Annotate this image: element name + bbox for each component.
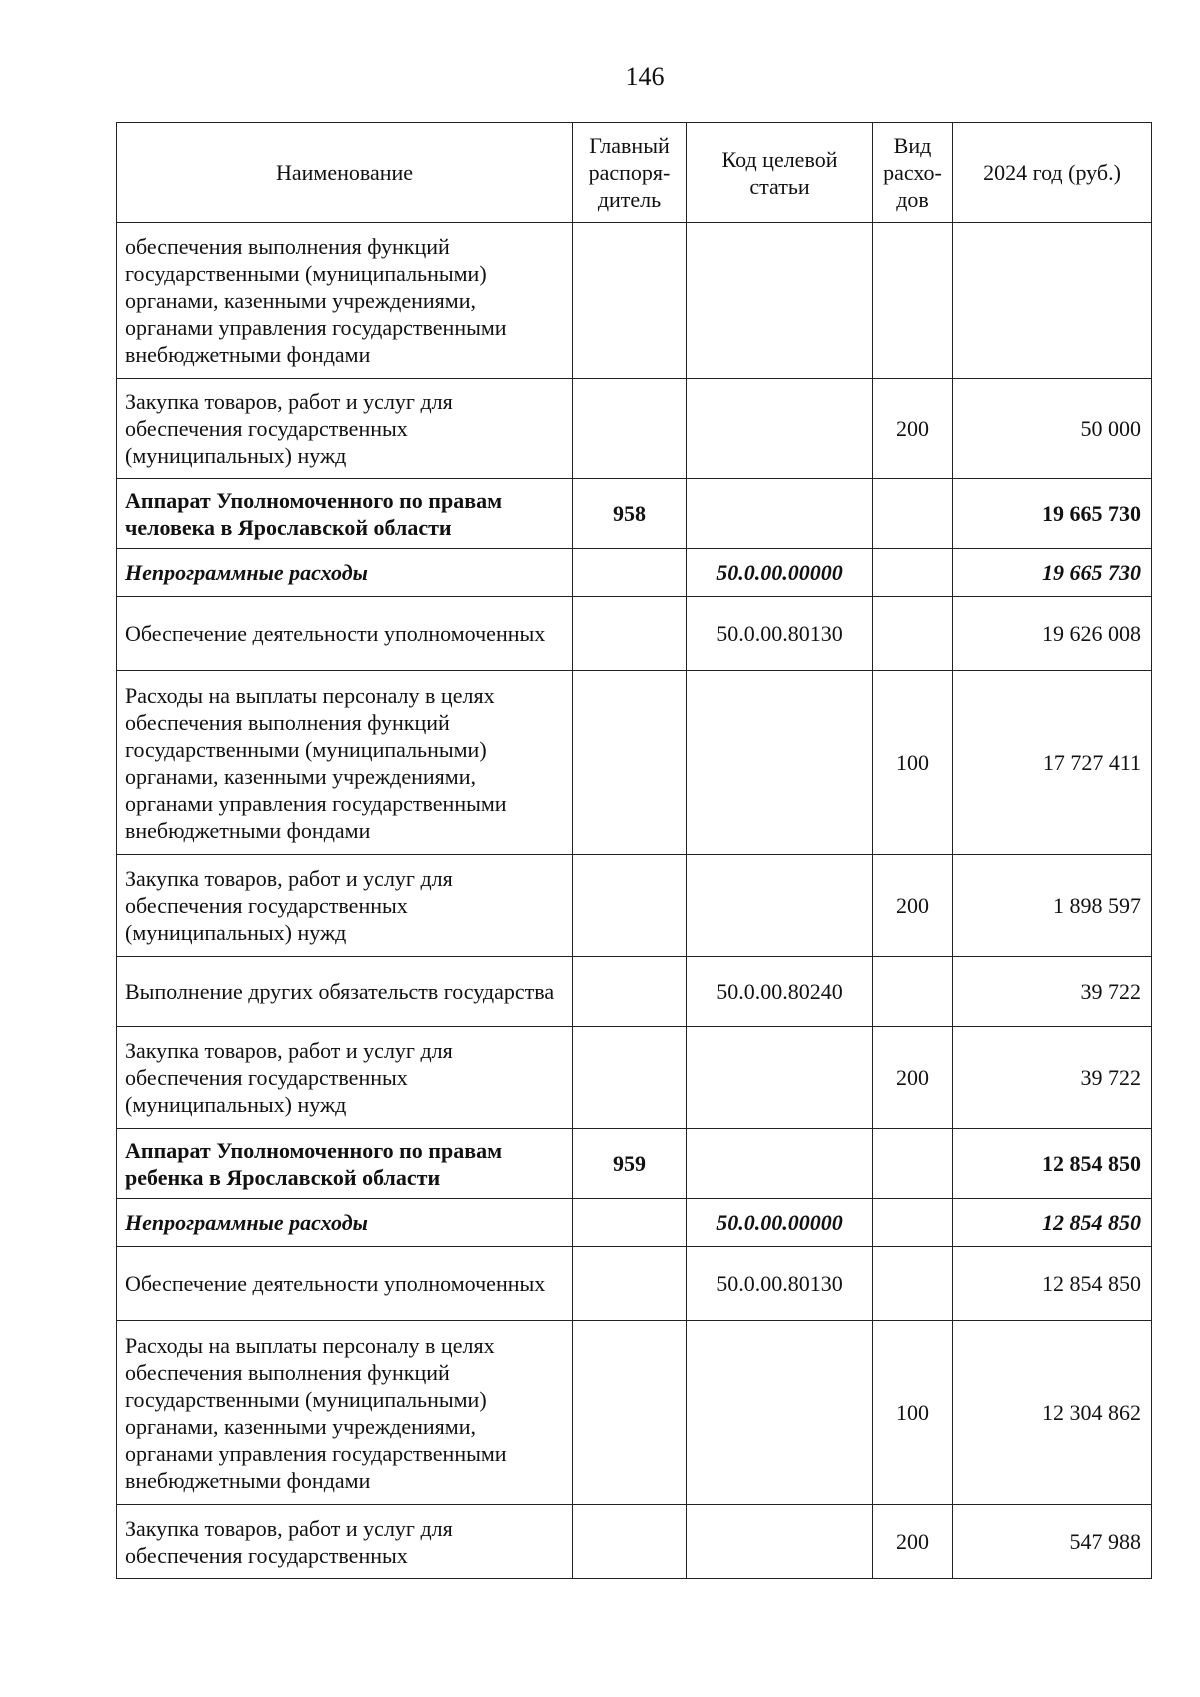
cell-type (873, 1129, 953, 1199)
cell-name: Закупка товаров, работ и услуг для обеспечения государственных (муниципальных) нужд (117, 1027, 573, 1129)
cell-type: 200 (873, 855, 953, 957)
table-row (117, 855, 1152, 957)
table-row (117, 1199, 1152, 1247)
cell-name: Расходы на выплаты персоналу в целях обеспечения выполнения функций государственными (муниципальными) органами, казенными учреждениями, органами управления государственными внебюджетными фондами (117, 671, 573, 855)
cell-type: 100 (873, 1321, 953, 1505)
cell-name: Закупка товаров, работ и услуг для обеспечения государственных (муниципальных) нужд (117, 379, 573, 479)
cell-type: 200 (873, 1027, 953, 1129)
cell-amount: 12 304 862 (953, 1321, 1152, 1505)
cell-code: 50.0.00.00000 (687, 549, 873, 597)
cell-code (687, 1129, 873, 1199)
cell-code (687, 1321, 873, 1505)
cell-amount: 17 727 411 (953, 671, 1152, 855)
header-row (117, 123, 1152, 223)
header-year-amount: 2024 год (руб.) (953, 123, 1152, 223)
cell-type (873, 549, 953, 597)
cell-amount (953, 223, 1152, 379)
cell-type (873, 223, 953, 379)
cell-manager (573, 1321, 687, 1505)
cell-manager (573, 379, 687, 479)
cell-name: обеспечения выполнения функций государственными (муниципальными) органами, казенными учреждениями, органами управления государственными внебюджетными фондами (117, 223, 573, 379)
cell-name: Выполнение других обязательств государства (117, 957, 573, 1027)
header-name: Наименование (117, 123, 573, 223)
cell-manager (573, 1505, 687, 1579)
table-row (117, 957, 1152, 1027)
page-number: 146 (625, 62, 665, 91)
cell-type (873, 479, 953, 549)
cell-code: 50.0.00.80130 (687, 1247, 873, 1321)
cell-code (687, 1027, 873, 1129)
cell-code (687, 479, 873, 549)
cell-name: Аппарат Уполномоченного по правам ребенка в Ярославской области (117, 1129, 573, 1199)
table-row (117, 1129, 1152, 1199)
cell-amount: 19 626 008 (953, 597, 1152, 671)
cell-manager (573, 1199, 687, 1247)
budget-table (116, 122, 1152, 1579)
cell-name: Обеспечение деятельности уполномоченных (117, 1247, 573, 1321)
cell-code (687, 379, 873, 479)
table-row (117, 671, 1152, 855)
cell-manager: 959 (573, 1129, 687, 1199)
cell-name: Закупка товаров, работ и услуг для обеспечения государственных (117, 1505, 573, 1579)
cell-amount: 1 898 597 (953, 855, 1152, 957)
cell-code (687, 1505, 873, 1579)
cell-type (873, 1247, 953, 1321)
cell-code (687, 671, 873, 855)
table-row (117, 379, 1152, 479)
cell-amount: 19 665 730 (953, 479, 1152, 549)
table-row (117, 1321, 1152, 1505)
cell-manager (573, 223, 687, 379)
cell-name: Обеспечение деятельности уполномоченных (117, 597, 573, 671)
cell-name: Закупка товаров, работ и услуг для обеспечения государственных (муниципальных) нужд (117, 855, 573, 957)
cell-type: 200 (873, 1505, 953, 1579)
cell-name: Аппарат Уполномоченного по правам человека в Ярославской области (117, 479, 573, 549)
table-row (117, 1027, 1152, 1129)
header-chief-manager: Главный распоря-дитель (573, 123, 687, 223)
cell-type (873, 957, 953, 1027)
cell-type: 200 (873, 379, 953, 479)
cell-amount: 12 854 850 (953, 1199, 1152, 1247)
cell-code: 50.0.00.80130 (687, 597, 873, 671)
table-row (117, 479, 1152, 549)
table-row (117, 1505, 1152, 1579)
cell-amount: 12 854 850 (953, 1129, 1152, 1199)
cell-amount: 12 854 850 (953, 1247, 1152, 1321)
cell-code: 50.0.00.80240 (687, 957, 873, 1027)
header-expense-type: Вид расхо-дов (873, 123, 953, 223)
cell-amount: 39 722 (953, 957, 1152, 1027)
cell-type (873, 1199, 953, 1247)
cell-manager (573, 549, 687, 597)
cell-manager (573, 1247, 687, 1321)
cell-amount: 547 988 (953, 1505, 1152, 1579)
cell-manager (573, 597, 687, 671)
table-row (117, 1247, 1152, 1321)
cell-name: Непрограммные расходы (117, 549, 573, 597)
cell-manager (573, 671, 687, 855)
cell-code: 50.0.00.00000 (687, 1199, 873, 1247)
table-row (117, 549, 1152, 597)
cell-manager (573, 855, 687, 957)
header-target-code: Код целевой статьи (687, 123, 873, 223)
cell-manager (573, 957, 687, 1027)
cell-type (873, 597, 953, 671)
cell-manager (573, 1027, 687, 1129)
cell-code (687, 855, 873, 957)
cell-manager: 958 (573, 479, 687, 549)
cell-code (687, 223, 873, 379)
table-row (117, 223, 1152, 379)
cell-type: 100 (873, 671, 953, 855)
cell-amount: 19 665 730 (953, 549, 1152, 597)
table-row (117, 597, 1152, 671)
cell-name: Непрограммные расходы (117, 1199, 573, 1247)
cell-amount: 39 722 (953, 1027, 1152, 1129)
cell-name: Расходы на выплаты персоналу в целях обеспечения выполнения функций государственными (муниципальными) органами, казенными учреждениями, органами управления государственными внебюджетными фондами (117, 1321, 573, 1505)
cell-amount: 50 000 (953, 379, 1152, 479)
